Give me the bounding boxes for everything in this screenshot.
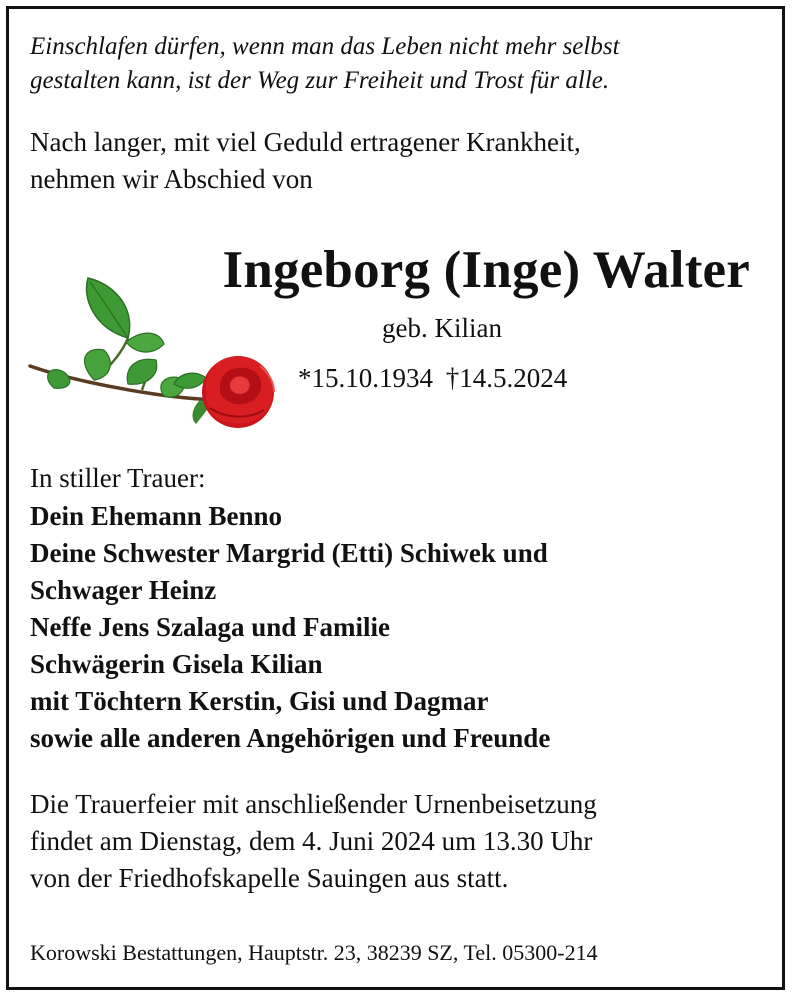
mourner-line: mit Töchtern Kerstin, Gisi und Dagmar: [30, 686, 489, 716]
ceremony-info: [30, 786, 597, 897]
motto-line-1: Einschlafen dürfen, wenn man das Leben nicht mehr selbst: [30, 33, 620, 60]
ceremony-line-3: von der Friedhofskapelle Sauingen aus statt.: [30, 863, 509, 893]
intro-text: [30, 124, 581, 198]
motto-quote: [30, 30, 620, 98]
mourner-line: Dein Ehemann Benno: [30, 501, 283, 531]
mourners-heading: In stiller Trauer:: [30, 463, 206, 493]
ceremony-line-1: Die Trauerfeier mit anschließender Urnenbeisetzung: [30, 789, 597, 819]
undertaker-contact: Korowski Bestattungen, Hauptstr. 23, 38239 SZ, Tel. 05300-214: [30, 940, 598, 965]
deceased-name: Ingeborg (Inge) Walter: [222, 241, 750, 299]
mourner-line: Deine Schwester Margrid (Etti) Schiwek und: [30, 538, 548, 568]
ceremony-line-2: findet am Dienstag, dem 4. Juni 2024 um 13.30 Uhr: [30, 826, 593, 856]
mourner-line: Schwägerin Gisela Kilian: [30, 649, 323, 679]
mourner-line: sowie alle anderen Angehörigen und Freunde: [30, 723, 551, 753]
life-dates: *15.10.1934 †14.5.2024: [298, 363, 568, 393]
intro-line-2: nehmen wir Abschied von: [30, 164, 313, 194]
intro-line-1: Nach langer, mit viel Geduld ertragener Krankheit,: [30, 127, 581, 157]
mourners-list: [30, 498, 550, 757]
motto-line-2: gestalten kann, ist der Weg zur Freiheit und Trost für alle.: [30, 67, 610, 94]
mourner-line: Schwager Heinz: [30, 575, 217, 605]
mourner-line: Neffe Jens Szalaga und Familie: [30, 612, 390, 642]
birth-name: geb. Kilian: [382, 313, 502, 343]
